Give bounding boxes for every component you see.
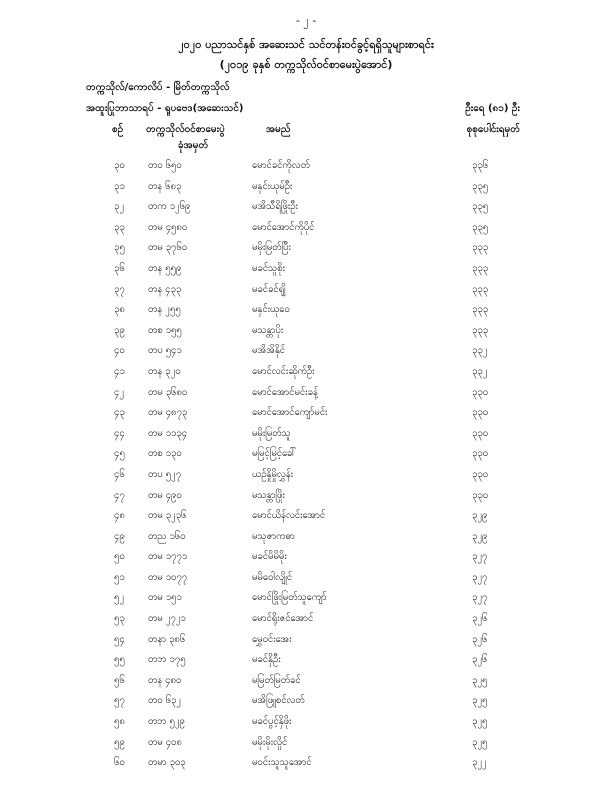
student-name: မသုဇာကဓာ	[252, 530, 295, 542]
row-number: ၄၄	[114, 427, 125, 439]
table-row	[0, 283, 612, 304]
table-row	[0, 489, 612, 510]
total-marks: ၃၃၅	[472, 201, 489, 213]
student-name: မဝင်းသူသူအောင်	[252, 757, 312, 769]
roll-number: တမ ၁၅၁	[148, 592, 182, 604]
table-row	[0, 262, 612, 283]
student-name: မောင်အောင်မင်းခန့်	[252, 386, 318, 398]
row-number: ၄၂	[114, 386, 125, 398]
document-subtitle: (၂၀၁၉ ခုနှစ် တက္ကသိုလ်ဝင်စာမေးပွဲအောင်)	[219, 58, 393, 71]
student-name: မနှင်းယုမ်ဦး	[252, 180, 293, 192]
roll-number: တမ ၁၇၇၁	[148, 551, 188, 563]
total-marks: ၃၂၅	[472, 695, 488, 707]
results-table	[0, 159, 612, 777]
row-number: ၃၃	[114, 221, 125, 233]
roll-number: တစ ၁၅၅	[148, 324, 182, 336]
table-row	[0, 571, 612, 592]
student-name: မောင်ယိန်လင်းအောင်	[252, 510, 326, 522]
header-name: အမည်	[266, 124, 291, 135]
table-row	[0, 324, 612, 345]
row-number: ၃၁	[114, 180, 125, 192]
row-number: ၃၀	[114, 160, 125, 171]
row-number: ၄၁	[114, 365, 125, 377]
roll-number: တန ၆၈၃	[148, 180, 182, 192]
student-name: မသန္တာဖြိုး	[252, 489, 285, 501]
student-name: မမြင့်မြင့်ခေါ်	[252, 448, 297, 460]
table-row	[0, 221, 612, 242]
roll-number: တမ ၃၆၈၀	[148, 386, 188, 398]
table-row	[0, 612, 612, 633]
row-number: ၃၂	[114, 201, 125, 213]
row-number: ၅၆	[114, 674, 125, 686]
roll-number: တမ ၃၇၆၀	[148, 242, 188, 254]
roll-number: တန ၄၈၀	[148, 674, 182, 686]
student-name: မွှေဝင်းအေး	[252, 633, 292, 645]
header-marks: စုစုပေါင်းရမှတ်	[466, 124, 520, 135]
roll-number: တနာ ၃၈၆	[148, 633, 186, 645]
roll-number: တမ ၁၀၇၇	[148, 571, 188, 583]
table-row	[0, 241, 612, 262]
total-marks: ၃၂၉	[472, 510, 488, 522]
row-number: ၆၀	[114, 757, 125, 769]
table-row	[0, 386, 612, 407]
row-number: ၄၉	[114, 530, 125, 542]
row-number: ၅၈	[114, 716, 125, 728]
row-number: ၄၅	[114, 448, 125, 460]
table-row	[0, 530, 612, 551]
total-marks: ၃၃၂	[472, 345, 488, 357]
total-marks: ၃၃၃	[472, 242, 489, 254]
roll-number: တမ ၁၁၃၄	[148, 427, 188, 439]
student-name: မောင်ရိုးဇင်အောင်	[252, 613, 314, 625]
table-row	[0, 200, 612, 221]
total-marks: ၃၃၂	[472, 365, 488, 377]
student-name: မမိဝေါလျိုင်	[252, 571, 293, 583]
row-number: ၅၇	[114, 695, 125, 707]
total-marks: ၃၃၆	[472, 160, 489, 171]
roll-number: တမ ၃၂၃၆	[148, 510, 187, 522]
roll-number: တန ၅၅၉	[148, 262, 182, 274]
total-marks: ၃၃၃	[472, 324, 489, 336]
roll-number: တမ ၂၇၂၁	[148, 613, 186, 625]
roll-number: တန ၃၂၀	[148, 365, 181, 377]
roll-number: တဝ ၆၅၀	[148, 160, 182, 171]
total-marks: ၃၂၆	[472, 654, 488, 666]
table-row	[0, 303, 612, 324]
roll-number: တည ၁၆၀	[148, 530, 186, 542]
student-name: မအိအိနိုင်	[252, 345, 286, 357]
header-no: စဉ်	[112, 124, 124, 135]
student-name: မနှင်းယုဝေ	[252, 304, 290, 316]
student-name: မောင်အောင်ကိုပိုင်	[252, 221, 315, 233]
student-name: မမြတ်မြတ်ခင်	[252, 674, 301, 686]
table-row	[0, 736, 612, 757]
row-number: ၃၉	[114, 324, 125, 336]
row-number: ၄၃	[114, 407, 125, 419]
row-number: ၅၄	[114, 633, 125, 645]
student-name: မခင်ခင်ရျိ	[252, 283, 286, 295]
row-number: ၃၇	[114, 283, 125, 295]
total-marks: ၃၃၃	[472, 262, 489, 274]
student-name: မသန္တာပိုး	[252, 324, 284, 336]
row-number: ၄၆	[114, 468, 125, 480]
total-marks: ၃၂၆	[472, 613, 488, 625]
roll-number: တပ ၅၄၁	[148, 345, 182, 357]
table-row	[0, 653, 612, 674]
page-number: - ၂ -	[295, 14, 317, 27]
total-count: ဦးရေ (၈၁) ဦး	[465, 103, 520, 114]
total-marks: ၃၃၀	[472, 427, 489, 439]
row-number: ၄၀	[114, 345, 125, 357]
total-marks: ၃၃၀	[472, 386, 489, 398]
table-row	[0, 591, 612, 612]
total-marks: ၃၂၇	[472, 571, 488, 583]
total-marks: ၃၃၀	[472, 489, 489, 501]
row-number: ၃၆	[114, 262, 125, 274]
student-name: မောင်အောင်ကျော်မင်း	[252, 407, 328, 419]
roll-number: တန ၄၃၃	[148, 283, 182, 295]
header-roll-number-line2: ခုံအမှတ်	[178, 140, 209, 151]
roll-number: တစ ၁၃၀	[148, 448, 182, 460]
table-row	[0, 694, 612, 715]
table-row	[0, 756, 612, 777]
student-name: မအိသီရိဖြိုးဦး	[252, 201, 298, 213]
total-marks: ၃၃၅	[472, 221, 489, 233]
university-label: တက္ကသိုလ်/ကောလိပ် - မြိတ်တက္ကသိုလ်	[86, 82, 230, 93]
total-marks: ၃၃၅	[472, 180, 489, 192]
row-number: ၅၉	[114, 736, 125, 748]
roll-number: တဘ ၁၇၅	[148, 654, 186, 666]
table-row	[0, 447, 612, 468]
student-name: မခင်နှိဦး	[252, 654, 281, 666]
roll-number: တဝ ၆၃၂	[148, 695, 181, 707]
student-name: မမိုးမြတ်သူ	[252, 427, 291, 439]
roll-number: တက ၁၂၆၉	[148, 201, 191, 213]
roll-number: တန ၂၅၅	[148, 304, 181, 316]
row-number: ၅၀	[114, 551, 125, 563]
table-row	[0, 633, 612, 654]
header-roll-number: တက္ကသိုလ်ဝင်စာမေးပွဲ	[146, 124, 225, 135]
row-number: ၅၃	[114, 613, 125, 625]
student-name: မအိဖြူစင်လတ်	[252, 695, 305, 707]
student-name: မောင်လင်းဆိုက်ဦး	[252, 365, 315, 377]
table-row	[0, 365, 612, 386]
roll-number: တမ ၄၅၈၀	[148, 221, 188, 233]
table-row	[0, 159, 612, 180]
student-name: မခင်ပွင့်နှိဖိုး	[252, 716, 292, 728]
student-name: မခင်မိမိမိုး	[252, 551, 287, 563]
total-marks: ၃၂၅	[472, 674, 488, 686]
table-row	[0, 406, 612, 427]
row-number: ၅၁	[114, 571, 125, 583]
row-number: ၅၂	[114, 592, 125, 604]
total-marks: ၃၂၉	[472, 530, 488, 542]
roll-number: တမ ၄၉၀	[148, 489, 182, 501]
student-name: မောင်ခင်ကိုလတ်	[252, 160, 310, 171]
document-title: ၂၀၂၀ ပညာသင်နှစ် အဆေးသင် သင်တန်းဝင်ခွင့်ရရှိသူများစာရင်း	[178, 38, 434, 51]
roll-number: တမာ ၃၀၃	[148, 757, 186, 769]
roll-number: တဘ ၅၂၉	[148, 716, 185, 728]
student-name: မောင်ဖြိုးမြတ်သူကျော်	[252, 592, 327, 604]
table-row	[0, 427, 612, 448]
total-marks: ၃၂၆	[472, 633, 488, 645]
table-row	[0, 715, 612, 736]
row-number: ၄၈	[114, 510, 125, 522]
student-name: မမိုးမိုးလှိုင်	[252, 736, 288, 748]
total-marks: ၃၃၀	[472, 407, 489, 419]
table-row	[0, 674, 612, 695]
table-row	[0, 468, 612, 489]
student-name: မမိုးမြတ်ပြီး	[252, 242, 291, 254]
major-label: အထူးပြုဘာသာရပ် - ရူပဗေဒ(အဆေးသင်)	[86, 103, 244, 114]
total-marks: ၃၃၃	[472, 283, 489, 295]
student-name: မခင်သူစိုး	[252, 262, 285, 274]
total-marks: ၃၂၅	[472, 736, 488, 748]
roll-number: တပ ၅၂၇	[148, 468, 182, 480]
student-name: ယဉ်နှိုမှိုလွှန်း	[252, 468, 294, 480]
total-marks: ၃၃၀	[472, 448, 489, 460]
total-marks: ၃၂၇	[472, 551, 488, 563]
total-marks: ၃၂၇	[472, 592, 488, 604]
table-row	[0, 509, 612, 530]
total-marks: ၃၃၃	[472, 304, 489, 316]
roll-number: တမ ၄၈၇၃	[148, 407, 188, 419]
row-number: ၃၅	[114, 242, 125, 254]
table-row	[0, 344, 612, 365]
total-marks: ၃၂၅	[472, 716, 488, 728]
total-marks: ၃၃၀	[472, 468, 489, 480]
table-row	[0, 180, 612, 201]
roll-number: တမ ၄၀၈	[148, 736, 182, 748]
total-marks: ၃၂၂	[472, 757, 487, 769]
row-number: ၃၈	[114, 304, 125, 316]
row-number: ၄၇	[114, 489, 125, 501]
table-row	[0, 550, 612, 571]
row-number: ၅၅	[114, 654, 125, 666]
